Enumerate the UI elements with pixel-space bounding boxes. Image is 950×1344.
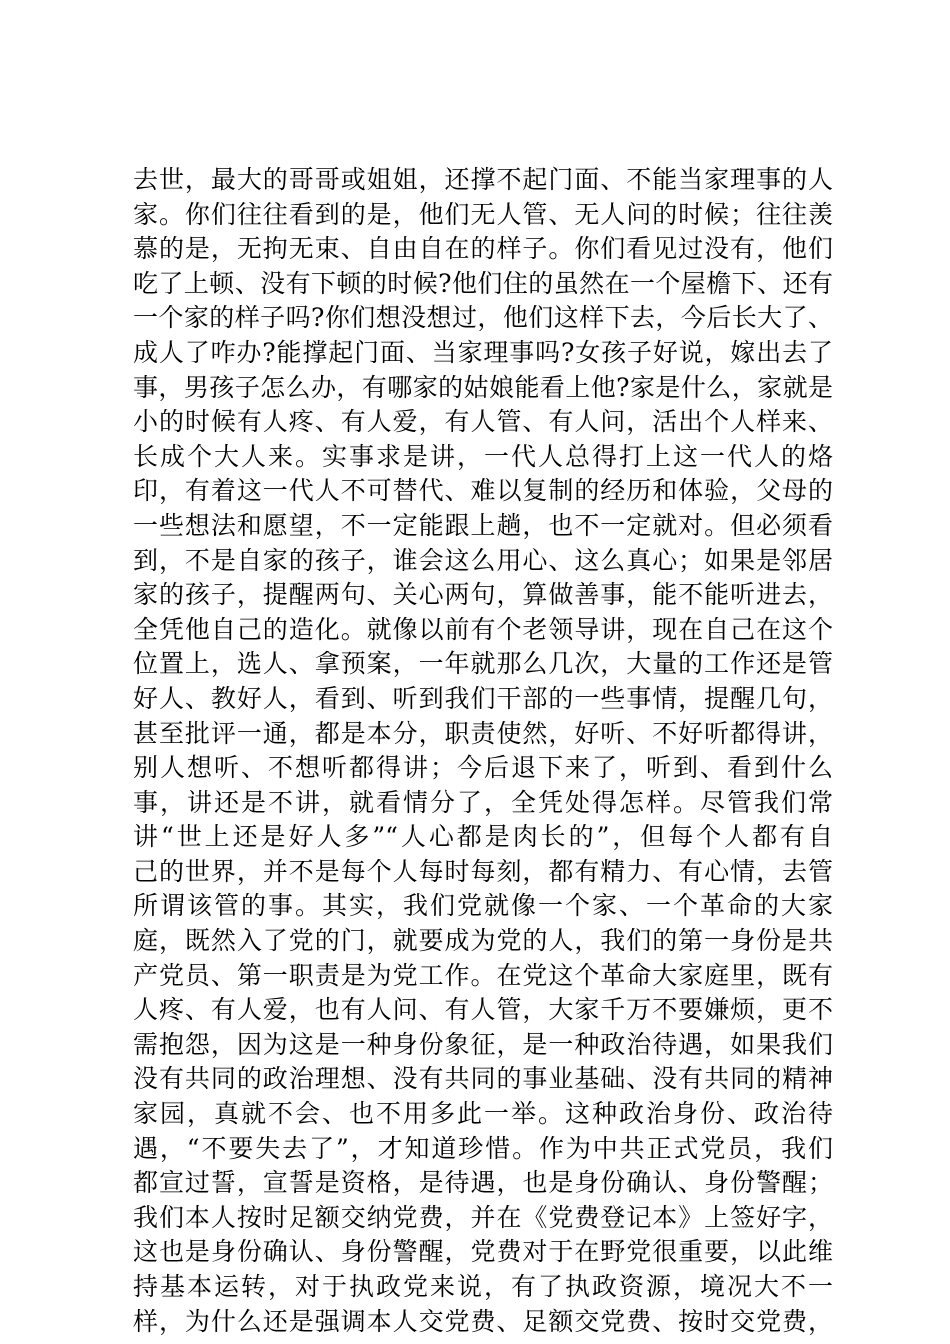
text-line: 印，有着这一代人不可替代、难以复制的经历和体验，父母的 <box>133 476 833 506</box>
text-line: 己的世界，并不是每个人每时每刻，都有精力、有心情，去管 <box>133 856 833 886</box>
text-line: 成人了咋办?能撑起门面、当家理事吗?女孩子好说，嫁出去了 <box>133 337 833 367</box>
text-line: 事，男孩子怎么办，有哪家的姑娘能看上他?家是什么，家就是 <box>133 372 833 402</box>
text-line: 样，为什么还是强调本人交党费、足额交党费、按时交党费， <box>133 1306 833 1336</box>
text-line: 这也是身份确认、身份警醒，党费对于在野党很重要，以此维 <box>133 1237 833 1267</box>
text-line: 我们本人按时足额交纳党费，并在《党费登记本》上签好字， <box>133 1202 833 1232</box>
text-line: 一个家的样子吗?你们想没想过，他们这样下去，今后长大了、 <box>133 303 833 333</box>
text-line: 产党员、第一职责是为党工作。在党这个革命大家庭里，既有 <box>133 960 833 990</box>
text-line: 长成个大人来。实事求是讲，一代人总得打上这一代人的烙 <box>133 441 833 471</box>
text-line: 事，讲还是不讲，就看情分了，全凭处得怎样。尽管我们常 <box>133 787 833 817</box>
text-line: 全凭他自己的造化。就像以前有个老领导讲，现在自己在这个 <box>133 614 833 644</box>
text-line: 慕的是，无拘无束、自由自在的样子。你们看见过没有，他们 <box>133 234 833 264</box>
text-line: 讲“世上还是好人多”“人心都是肉长的”，但每个人都有自 <box>133 822 833 852</box>
text-line: 需抱怨，因为这是一种身份象征，是一种政治待遇，如果我们 <box>133 1029 833 1059</box>
text-line: 一些想法和愿望，不一定能跟上趟，也不一定就对。但必须看 <box>133 510 833 540</box>
text-line: 持基本运转，对于执政党来说，有了执政资源，境况大不一 <box>133 1272 833 1301</box>
text-line: 位置上，选人、拿预案，一年就那么几次，大量的工作还是管 <box>133 649 833 679</box>
text-line: 人疼、有人爱，也有人问、有人管，大家千万不要嫌烦，更不 <box>133 995 833 1025</box>
text-line: 庭，既然入了党的门，就要成为党的人，我们的第一身份是共 <box>133 926 833 956</box>
text-line: 好人、教好人，看到、听到我们干部的一些事情，提醒几句， <box>133 683 833 713</box>
text-line: 家园，真就不会、也不用多此一举。这种政治身份、政治待 <box>133 1099 833 1129</box>
text-line: 小的时候有人疼、有人爱，有人管、有人问，活出个人样来、 <box>133 407 833 437</box>
text-line: 吃了上顿、没有下顿的时候?他们住的虽然在一个屋檐下、还有 <box>133 268 833 298</box>
text-line: 家的孩子，提醒两句、关心两句，算做善事，能不能听进去， <box>133 580 833 610</box>
text-line: 没有共同的政治理想、没有共同的事业基础、没有共同的精神 <box>133 1064 833 1094</box>
text-line: 别人想听、不想听都得讲；今后退下来了，听到、看到什么 <box>133 753 833 783</box>
text-line: 家。你们往往看到的是，他们无人管、无人问的时候；往往羡 <box>133 199 833 229</box>
text-line: 甚至批评一通，都是本分，职责使然，好听、不好听都得讲， <box>133 718 833 748</box>
text-line: 到，不是自家的孩子，谁会这么用心、这么真心；如果是邻居 <box>133 545 833 575</box>
text-line: 去世，最大的哥哥或姐姐，还撑不起门面、不能当家理事的人 <box>133 165 833 194</box>
body-paragraph <box>133 163 833 1339</box>
text-line: 遇，“不要失去了”，才知道珍惜。作为中共正式党员，我们 <box>133 1133 833 1163</box>
text-line: 所谓该管的事。其实，我们党就像一个家、一个革命的大家 <box>133 891 833 921</box>
text-line: 都宣过誓，宣誓是资格，是待遇，也是身份确认、身份警醒； <box>133 1168 833 1198</box>
